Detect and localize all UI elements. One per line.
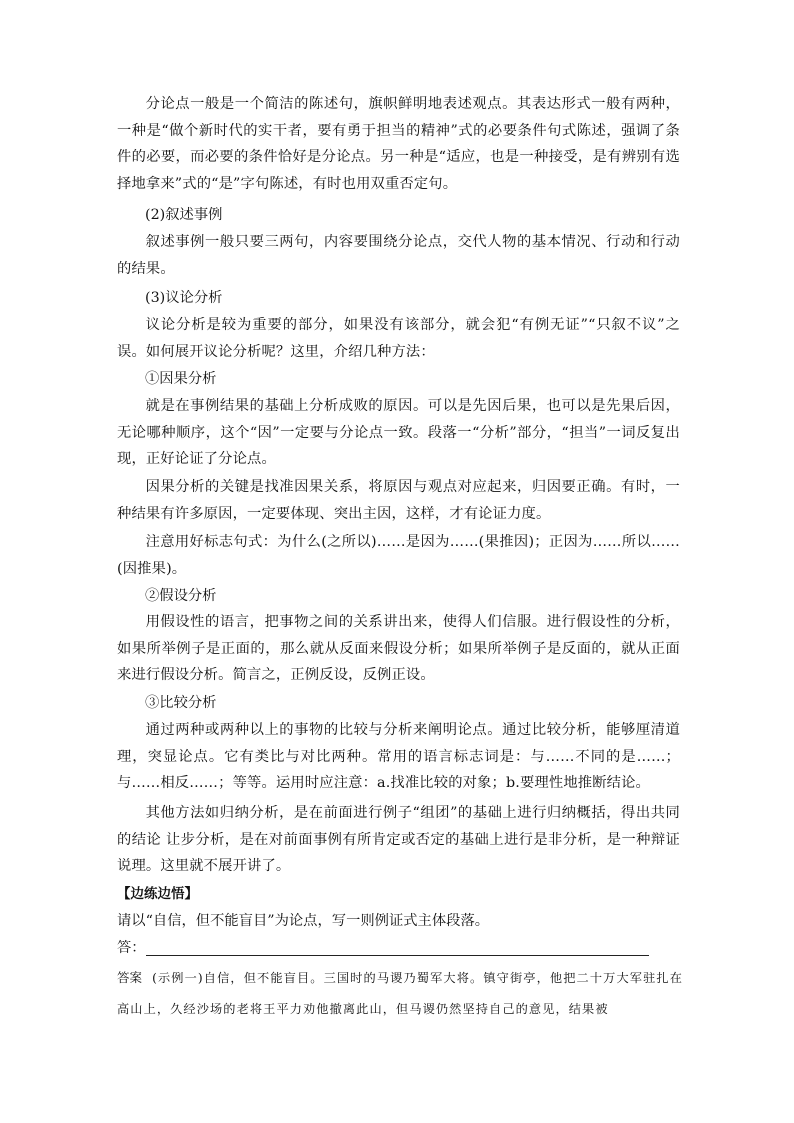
paragraph-cause-effect-definition: 就是在事例结果的基础上分析成败的原因。可以是先因后果，也可以是先果后因，无论哪种顺序，这个“因”一定要与分论点一致。段落一“分析”部分，“担当”一词反复出现，正好论证了分论点。 [117,398,680,467]
paragraph-sub-argument-form: 分论点一般是一个简洁的陈述句，旗帜鲜明地表述观点。其表达形式一般有两种，一种是“做个新时代的实干者，要有勇于担当的精神”式的必要条件句式陈述，强调了条件的必要，而必要的条件恰好是分论点。另一种是“适应，也是一种接受，是有辨别有选择地拿来”式的“是”字句陈述，有时也用双重否定句。 [117,96,680,192]
practice-title: 【边练边悟】 [117,886,198,902]
paragraph-argument-analysis: 议论分析是较为重要的部分，如果没有该部分，就会犯“有例无证”“只叙不议”之误。如何展开议论分析呢？这里，介绍几种方法： [117,317,680,360]
paragraph-cause-effect-key: 因果分析的关键是找准因果关系，将原因与观点对应起来，归因要正确。有时，一种结果有许多原因，一定要体现、突出主因，这样，才有论证力度。 [117,479,680,522]
answer-blank-line [146,955,649,956]
heading-hypothesis: ②假设分析 [145,588,217,604]
heading-comparison: ③比较分析 [145,695,217,711]
answer-label: 答案 [117,970,143,985]
answer-text: (示例一)自信，但不能盲目。三国时的马谡乃蜀军大将。镇守街亭，他把二十万大军驻扎在高山上，久经沙场的老将王平力劝他撤离此山，但马谡仍然坚持自己的意见，结果被 [117,971,683,1016]
practice-prompt: 请以“自信，但不能盲目”为论点，写一则例证式主体段落。 [117,913,490,929]
answer-block [117,962,683,1025]
answer-prefix: 答： [117,940,146,956]
paragraph-hypothesis: 用假设性的语言，把事物之间的关系讲出来，使得人们信服。进行假设性的分析，如果所举例子是正面的，那么就从反面来假设分析；如果所举例子是反面的，就从正面来进行假设分析。简言之，正例反设，反例正设。 [117,614,680,683]
heading-cause-effect: ①因果分析 [145,371,217,387]
paragraph-narrate-example: 叙述事例一般只要三两句，内容要围绕分论点，交代人物的基本情况、行动和行动的结果。 [117,234,680,277]
paragraph-other-methods: 其他方法如归纳分析，是在前面进行例子“组团”的基础上进行归纳概括，得出共同的结论 让步分析，是在对前面事例有所肯定或否定的基础上进行是非分析，是一种辩证说理。这里就不展开讲了。 [117,805,680,874]
paragraph-comparison: 通过两种或两种以上的事物的比较与分析来阐明论点。通过比较分析，能够厘清道理，突显论点。它有类比与对比两种。常用的语言标志词是：与……不同的是……；与……相反……；等等。运用时应注意：a.找准比较的对象；b.要理性地推断结论。 [117,722,680,791]
paragraph-marker-sentences: 注意用好标志句式：为什么(之所以)……是因为……(果推因)；正因为……所以……(因推果)。 [117,534,680,577]
heading-narrate-example: (2)叙述事例 [145,207,223,223]
heading-argument-analysis: (3)议论分析 [145,290,223,306]
